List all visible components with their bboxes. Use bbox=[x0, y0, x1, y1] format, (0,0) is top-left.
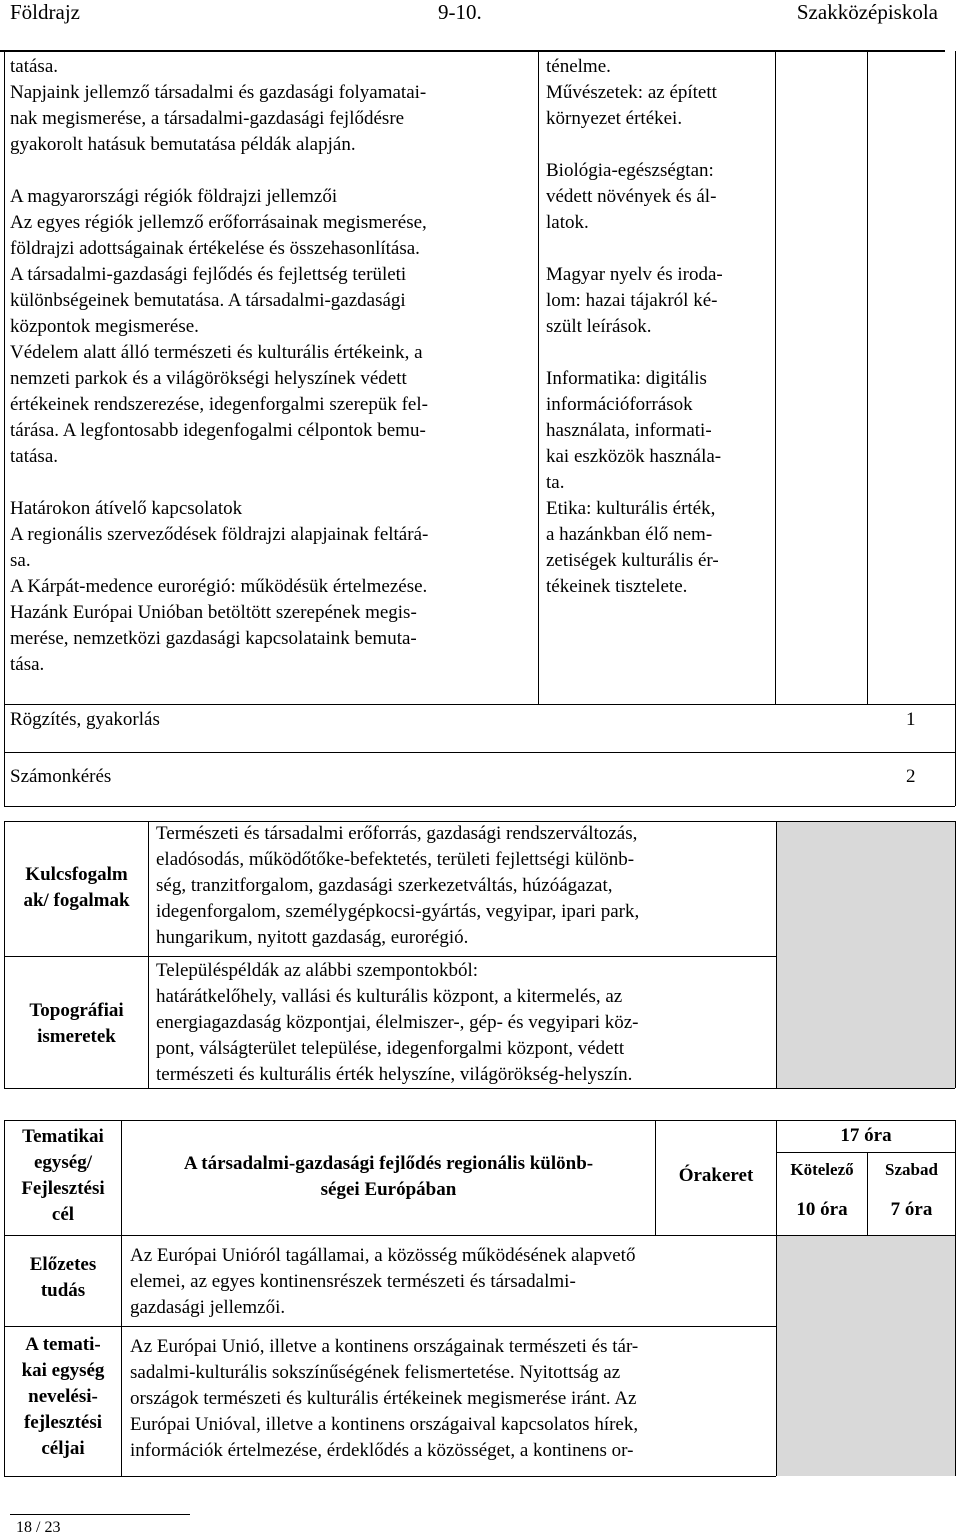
text-line: latok. bbox=[546, 212, 589, 233]
text-line: elemei, az egyes kontinensrészek természeti és társadalmi- bbox=[130, 1271, 576, 1292]
vline-right bbox=[955, 51, 956, 806]
text-line: tatása. bbox=[10, 56, 59, 77]
text-line: Határokon átívelő kapcsolatok bbox=[10, 498, 243, 519]
text-line: Napjaink jellemző társadalmi és gazdasági folyamatai- bbox=[10, 82, 427, 103]
text-line bbox=[10, 158, 535, 184]
text-line: Természeti és társadalmi erőforrás, gazdasági rendszerváltozás, bbox=[156, 823, 638, 844]
text-line: Magyar nyelv és iroda- bbox=[546, 264, 723, 285]
text-line: földrajzi adottságainak értékelése és összehasonlítása. bbox=[10, 238, 420, 259]
total-hours: 17 óra bbox=[840, 1125, 892, 1146]
prior-label bbox=[5, 1252, 121, 1304]
text-line: A temati- bbox=[25, 1334, 101, 1355]
text-line: ismeretek bbox=[37, 1026, 116, 1047]
text-line: nemzeti parkok és a világörökségi helyszínek védett bbox=[10, 368, 407, 389]
text-line: gazdasági jellemzői. bbox=[130, 1297, 286, 1318]
free-hours: 7 óra bbox=[890, 1199, 933, 1220]
text-line: Tematikai bbox=[22, 1126, 104, 1147]
text-line: A magyarországi régiók földrajzi jellemzői bbox=[10, 186, 338, 207]
text-line: információk értelmezése, érdeklődés a közösséget, a kontinens or- bbox=[130, 1440, 634, 1461]
hline-practice-end bbox=[4, 752, 955, 753]
text-line: természeti és kulturális érték helyszíne, világörökség-helyszín. bbox=[156, 1064, 633, 1085]
text-line: ak/ fogalmak bbox=[23, 890, 130, 911]
text-line: a hazánkban élő nem- bbox=[546, 524, 713, 545]
text-line: Az Európai Unióról tagállamai, a közösség működésének alapvető bbox=[130, 1245, 636, 1266]
text-line: Az egyes régiók jellemző erőforrásainak megismerése, bbox=[10, 212, 427, 233]
text-line: Biológia-egészségtan: bbox=[546, 160, 714, 181]
prior-bottom bbox=[4, 1326, 776, 1327]
header-school-type: Szakközépiskola bbox=[796, 0, 938, 24]
text-line: kai egység bbox=[21, 1360, 105, 1381]
text-line: központok megismerése. bbox=[10, 316, 199, 337]
text-line: idegenforgalom, személygépkocsi-gyártás, vegyipar, ipari park, bbox=[156, 901, 640, 922]
page-number: 18 / 23 bbox=[16, 1519, 61, 1536]
text-line: eladósodás, működőtőke-befektetés, területi fejlettségi különb- bbox=[156, 849, 635, 870]
text-line bbox=[546, 236, 774, 262]
text-line: kai eszközök használa- bbox=[546, 446, 722, 467]
topography-label bbox=[5, 998, 148, 1050]
text-line: Fejlesztési bbox=[21, 1178, 105, 1199]
text-line: Kulcsfogalm bbox=[25, 864, 128, 885]
concepts-mid bbox=[4, 956, 776, 957]
top-border bbox=[0, 50, 945, 52]
concepts-text bbox=[156, 821, 774, 951]
text-line: védett növények és ál- bbox=[546, 186, 717, 207]
shade-concepts bbox=[776, 822, 955, 1088]
text-line: fejlesztési bbox=[23, 1412, 103, 1433]
text-line: ténelme. bbox=[546, 56, 611, 77]
goals-label bbox=[5, 1332, 121, 1462]
text-line bbox=[546, 340, 774, 366]
topography-text bbox=[156, 958, 774, 1088]
text-line: A társadalmi-gazdasági fejlődés regionális különb- bbox=[183, 1153, 594, 1174]
text-line: szült leírások. bbox=[546, 316, 652, 337]
mandatory-label: Kötelező bbox=[790, 1160, 854, 1179]
practice-hours: 1 bbox=[906, 709, 916, 730]
free-label: Szabad bbox=[885, 1160, 938, 1179]
text-line: zetiségek kulturális ér- bbox=[546, 550, 719, 571]
text-line: energiagazdaság központjai, élelmiszer-, gép- és vegyipari köz- bbox=[156, 1012, 639, 1033]
text-line: különbségeinek bemutatása. A társadalmi-gazdasági bbox=[10, 290, 406, 311]
text-line: Hazánk Európai Unióban betöltött szerepének megis- bbox=[10, 602, 417, 623]
hline-content-end bbox=[4, 704, 955, 705]
assessment-hours: 2 bbox=[906, 766, 916, 787]
text-line: Topográfiai bbox=[29, 1000, 124, 1021]
text-line: Védelem alatt álló természeti és kulturális értékeink, a bbox=[10, 342, 423, 363]
unit-title bbox=[122, 1151, 655, 1203]
unit-title-bottom bbox=[4, 1235, 955, 1236]
text-line: hungarikum, nyitott gazdaság, eurorégió. bbox=[156, 927, 469, 948]
text-line: tudás bbox=[40, 1280, 86, 1301]
text-line: Európai Unióval, illetve a kontinens országaival kapcsolatos hírek, bbox=[130, 1414, 639, 1435]
development-content bbox=[10, 54, 535, 678]
text-line: tása. bbox=[10, 654, 45, 675]
text-line: A társadalmi-gazdasági fejlődés és fejlettség területi bbox=[10, 264, 407, 285]
text-line: sadalmi-kulturális sokszínűségének felismertetése. Nyitottság az bbox=[130, 1362, 621, 1383]
unit-vend bbox=[955, 1120, 956, 1476]
text-line: határátkelőhely, vallási és kulturális központ, a kitermelés, az bbox=[156, 986, 623, 1007]
text-line: cél bbox=[51, 1204, 75, 1225]
vline-conn-right bbox=[775, 51, 776, 704]
text-line bbox=[546, 132, 774, 158]
unit-label bbox=[5, 1124, 121, 1228]
text-line: információforrások bbox=[546, 394, 693, 415]
text-line: értékeinek rendszerezése, idegenforgalmi szerepük fel- bbox=[10, 394, 428, 415]
concepts-label bbox=[5, 862, 148, 914]
text-line: Az Európai Unió, illetve a kontinens országainak természeti és tár- bbox=[130, 1336, 639, 1357]
text-line: tárása. A legfontosabb idegenfogalmi célpontok bemu- bbox=[10, 420, 426, 441]
text-line: merése, nemzetközi gazdasági kapcsolataink bemuta- bbox=[10, 628, 417, 649]
text-line: ta. bbox=[546, 472, 565, 493]
footer-rule bbox=[10, 1514, 190, 1515]
hline-assessment-end bbox=[4, 806, 955, 807]
text-line: A regionális szerveződések földrajzi alapjainak feltárá- bbox=[10, 524, 429, 545]
concepts-bottom bbox=[4, 1088, 955, 1089]
concepts-vmid bbox=[148, 821, 149, 1088]
text-line: gyakorolt hatásuk bemutatása példák alapján. bbox=[10, 134, 356, 155]
text-line: céljai bbox=[41, 1438, 85, 1459]
text-line: országok természeti és kulturális értékeinek megismerése iránt. Az bbox=[130, 1388, 637, 1409]
text-line: nak megismerése, a társadalmi-gazdasági fejlődésre bbox=[10, 108, 405, 129]
text-line: ség, tranzitforgalom, gazdasági szerkezetváltás, húzóágazat, bbox=[156, 875, 613, 896]
text-line: Művészetek: az épített bbox=[546, 82, 717, 103]
text-line: ségei Európában bbox=[320, 1179, 457, 1200]
text-line: tatása. bbox=[10, 446, 59, 467]
text-line: tékeinek tisztelete. bbox=[546, 576, 688, 597]
prior-text bbox=[130, 1243, 775, 1321]
header-subject: Földrajz bbox=[10, 0, 80, 24]
practice-label: Rögzítés, gyakorlás bbox=[10, 709, 160, 730]
header-grade: 9-10. bbox=[438, 0, 482, 24]
goals-bottom bbox=[4, 1476, 776, 1477]
concepts-vright bbox=[776, 821, 777, 1088]
text-line: használata, informati- bbox=[546, 420, 712, 441]
text-line: Etika: kulturális érték, bbox=[546, 498, 716, 519]
vline-content-right bbox=[538, 51, 539, 704]
mandatory-hours: 10 óra bbox=[796, 1199, 848, 1220]
text-line: A Kárpát-medence eurorégió: működésük értelmezése. bbox=[10, 576, 428, 597]
text-line: lom: hazai tájakról ké- bbox=[546, 290, 718, 311]
text-line: sa. bbox=[10, 550, 31, 571]
cross-curricular-connections bbox=[546, 54, 774, 600]
concepts-vend bbox=[955, 821, 956, 1088]
text-line: nevelési- bbox=[28, 1386, 98, 1407]
text-line: pont, válságterület települése, idegenforgalmi központ, védett bbox=[156, 1038, 625, 1059]
vline-hours-1 bbox=[867, 51, 868, 704]
unit-hours-split bbox=[776, 1152, 955, 1153]
text-line: környezet értékei. bbox=[546, 108, 683, 129]
vline-left bbox=[4, 51, 5, 806]
unit-top bbox=[4, 1120, 955, 1121]
shade-unit bbox=[776, 1236, 955, 1476]
text-line: Településpéldák az alábbi szempontokból: bbox=[156, 960, 479, 981]
text-line: Előzetes bbox=[29, 1254, 97, 1275]
assessment-label: Számonkérés bbox=[10, 766, 112, 787]
text-line bbox=[10, 470, 535, 496]
text-line: Informatika: digitális bbox=[546, 368, 707, 389]
text-line: egység/ bbox=[33, 1152, 93, 1173]
goals-text bbox=[130, 1334, 775, 1464]
orakeret-label: Órakeret bbox=[678, 1165, 754, 1186]
